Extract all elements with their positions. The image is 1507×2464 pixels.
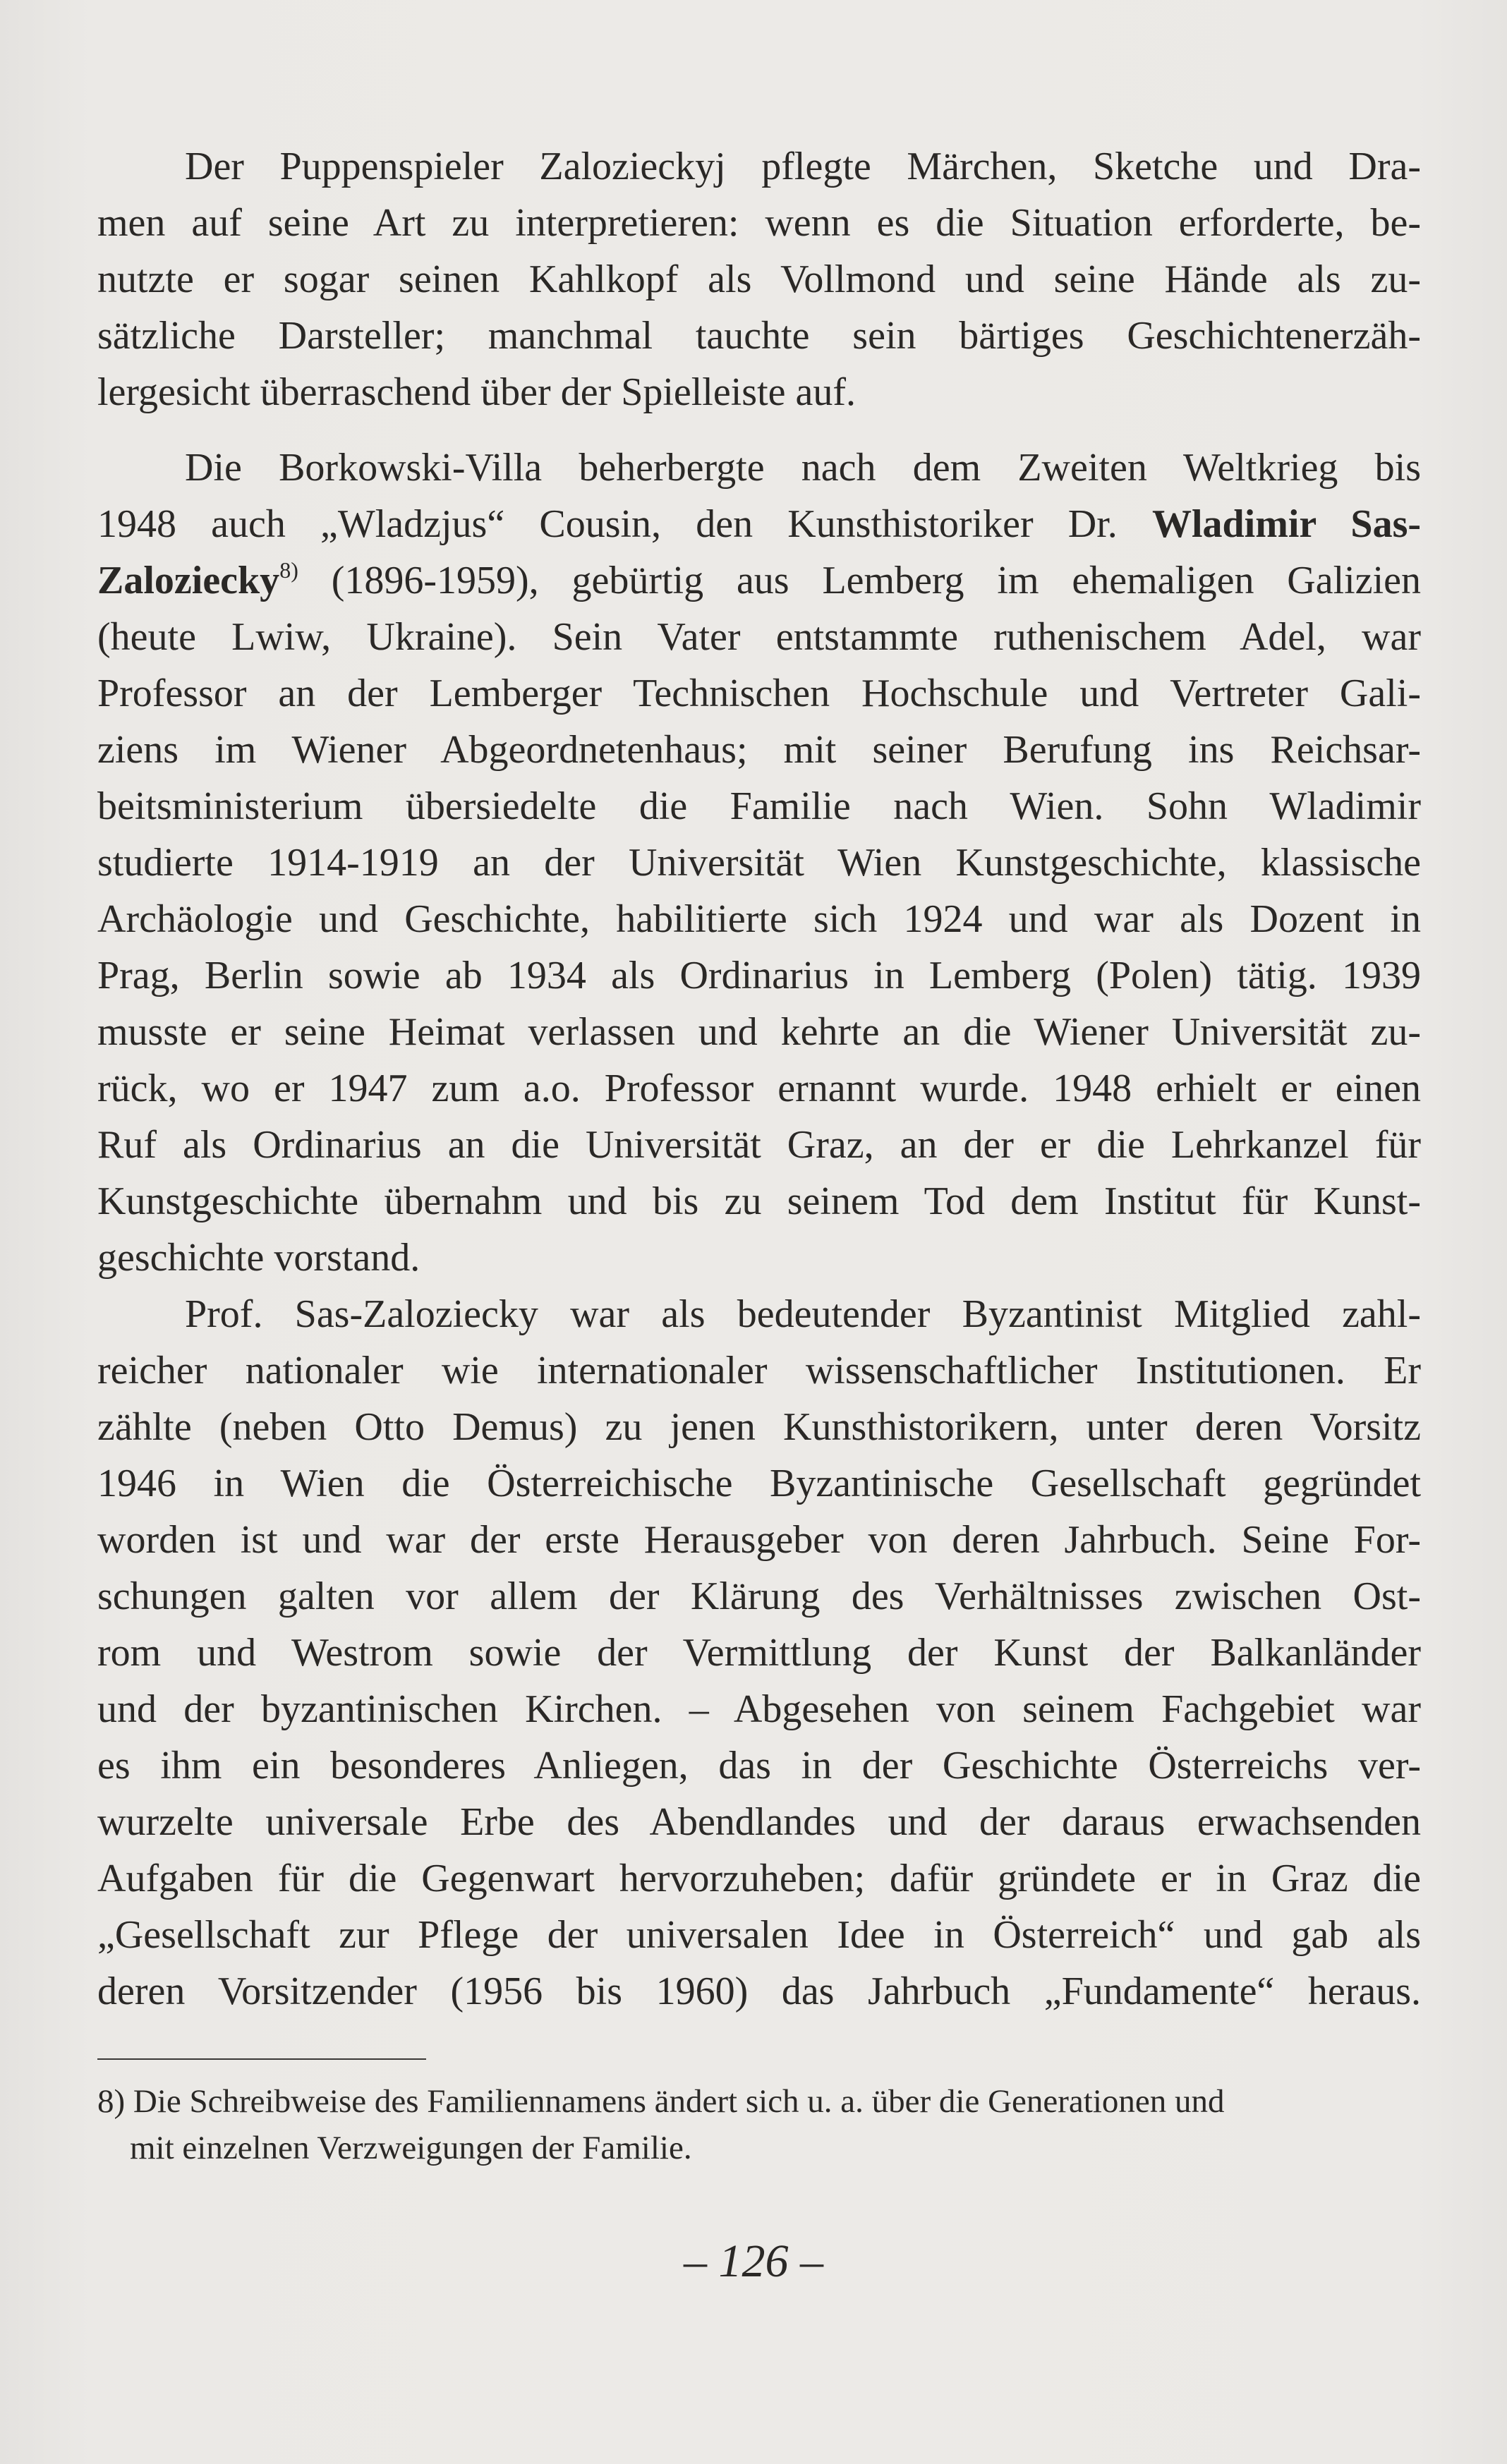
text-line-with-name	[97, 496, 1421, 552]
text-line: (heute Lwiw, Ukraine). Sein Vater entstammte ruthenischem Adel, war	[97, 615, 1421, 659]
text-line: „Gesellschaft zur Pflege der universalen Idee in Österreich“ und gab als	[97, 1913, 1421, 1957]
text-line: beitsministerium übersiedelte die Familie nach Wien. Sohn Wladimir	[97, 784, 1421, 828]
text-line: ziens im Wiener Abgeordnetenhaus; mit seiner Berufung ins Reichsar-	[97, 728, 1421, 772]
text-line: deren Vorsitzender (1956 bis 1960) das Jahrbuch „Fundamente“ heraus.	[97, 1970, 1421, 2013]
text-line: Kunstgeschichte übernahm und bis zu seinem Tod dem Institut für Kunst-	[97, 1179, 1421, 1223]
text-line: men auf seine Art zu interpretieren: wenn es die Situation erforderte, be-	[97, 201, 1421, 245]
text-line: rom und Westrom sowie der Vermittlung der Kunst der Balkanländer	[97, 1631, 1421, 1675]
text-line: studierte 1914-1919 an der Universität Wien Kunstgeschichte, klassische	[97, 841, 1421, 885]
text-line: und der byzantinischen Kirchen. – Abgesehen von seinem Fachgebiet war	[97, 1687, 1421, 1731]
text-line: Der Puppenspieler Zalozieckyj pflegte Märchen, Sketche und Dra-	[185, 145, 1421, 188]
text-line: nutzte er sogar seinen Kahlkopf als Vollmond und seine Hände als zu-	[97, 257, 1421, 301]
text-line: Archäologie und Geschichte, habilitierte sich 1924 und war als Dozent in	[97, 897, 1421, 941]
text-line: Die Borkowski-Villa beherbergte nach dem Zweiten Weltkrieg bis	[185, 446, 1421, 490]
footnote-separator	[97, 2058, 426, 2060]
text-line: wurzelte universale Erbe des Abendlandes und der daraus erwachsenden	[97, 1800, 1421, 1844]
text-line: Prof. Sas-Zaloziecky war als bedeutender Byzantinist Mitglied zahl-	[185, 1292, 1421, 1336]
text-line-with-footnote-ref	[97, 552, 1421, 609]
text-segment: (1896-1959), gebürtig aus Lemberg im ehemaligen Galizien	[298, 559, 1421, 602]
footnote-line: 8) Die Schreibweise des Familiennamens ändert sich u. a. über die Generationen und	[97, 2083, 1225, 2120]
text-segment: 1948 auch „Wladzjus“ Cousin, den Kunsthistoriker Dr.	[97, 502, 1118, 546]
text-line: Aufgaben für die Gegenwart hervorzuheben; dafür gründete er in Graz die	[97, 1857, 1421, 1900]
footnote	[97, 2078, 1421, 2171]
text-line: lergesicht überraschend über der Spielleiste auf.	[97, 370, 856, 414]
text-line: reicher nationaler wie internationaler wissenschaftlicher Institutionen. Er	[97, 1349, 1421, 1392]
text-line: musste er seine Heimat verlassen und kehrte an die Wiener Universität zu-	[97, 1010, 1421, 1054]
body-text	[97, 138, 1421, 2020]
person-name-bold: Zaloziecky	[97, 559, 280, 602]
text-line: rück, wo er 1947 zum a.o. Professor ernannt wurde. 1948 erhielt er einen	[97, 1067, 1421, 1110]
text-line: 1946 in Wien die Österreichische Byzantinische Gesellschaft gegründet	[97, 1462, 1421, 1505]
person-name-bold: Wladimir Sas-	[1151, 502, 1422, 546]
text-line: sätzliche Darsteller; manchmal tauchte sein bärtiges Geschichtenerzäh-	[97, 314, 1421, 358]
text-line: geschichte vorstand.	[97, 1236, 420, 1280]
text-line: Professor an der Lemberger Technischen Hochschule und Vertreter Gali-	[97, 672, 1421, 715]
footnote-line: mit einzelnen Verzweigungen der Familie.	[130, 2130, 692, 2166]
text-line: Prag, Berlin sowie ab 1934 als Ordinarius in Lemberg (Polen) tätig. 1939	[97, 954, 1421, 997]
text-line: worden ist und war der erste Herausgeber von deren Jahrbuch. Seine For-	[97, 1518, 1421, 1562]
text-line: zählte (neben Otto Demus) zu jenen Kunsthistorikern, unter deren Vorsitz	[97, 1405, 1421, 1449]
page-number: – 126 –	[684, 2235, 823, 2287]
text-line: schungen galten vor allem der Klärung des Verhältnisses zwischen Ost-	[97, 1574, 1421, 1618]
text-line: Ruf als Ordinarius an die Universität Graz, an der er die Lehrkanzel für	[97, 1123, 1421, 1167]
footnote-reference[interactable]: 8)	[279, 557, 298, 583]
text-line: es ihm ein besonderes Anliegen, das in der Geschichte Österreichs ver-	[97, 1744, 1421, 1788]
